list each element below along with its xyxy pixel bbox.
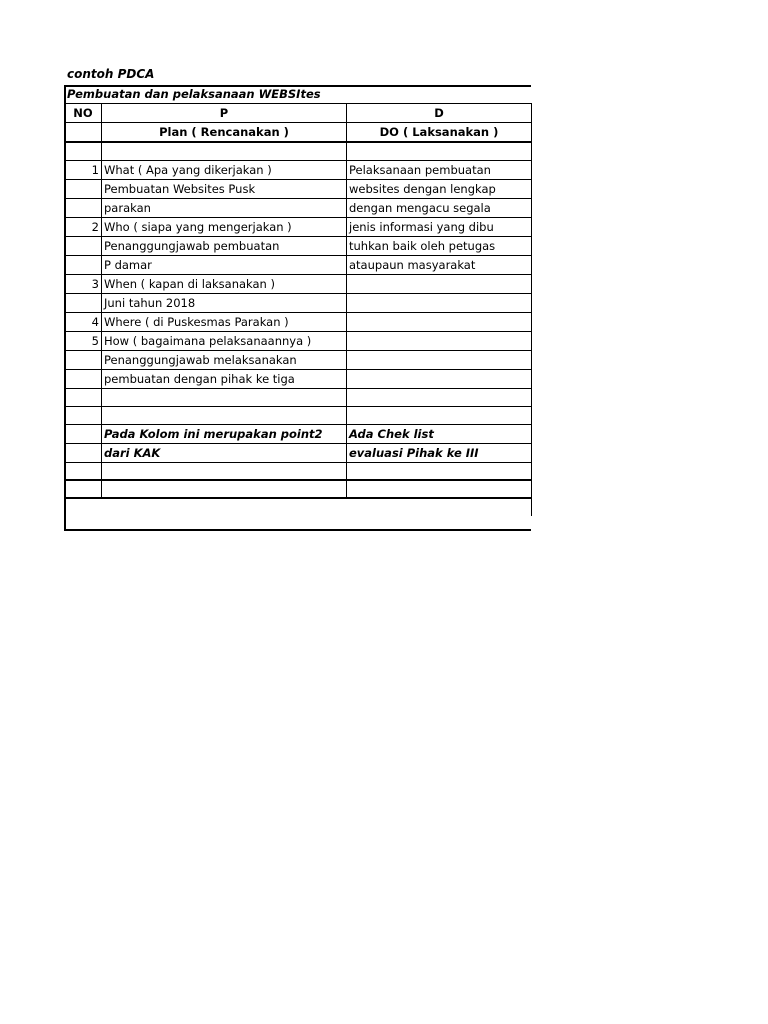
- row-do-cell[interactable]: [347, 142, 532, 160]
- row-plan-cell[interactable]: How ( bagaimana pelaksanaannya ): [102, 331, 347, 350]
- row-no-cell[interactable]: [65, 388, 102, 406]
- row-do-cell[interactable]: [347, 331, 532, 350]
- table-row: [65, 160, 532, 179]
- row-plan-cell[interactable]: [102, 462, 347, 480]
- row-do-cell[interactable]: [347, 369, 532, 388]
- row-no-cell[interactable]: [65, 406, 102, 424]
- row-no-cell[interactable]: [65, 424, 102, 443]
- row-footer-cell[interactable]: [65, 498, 532, 516]
- row-plan-cell[interactable]: pembuatan dengan pihak ke tiga: [102, 369, 347, 388]
- row-no-cell[interactable]: [65, 236, 102, 255]
- table-row: [65, 293, 532, 312]
- row-do-cell[interactable]: evaluasi Pihak ke III: [347, 443, 532, 462]
- header-plan-cell[interactable]: Plan ( Rencanakan ): [102, 123, 347, 143]
- table-row: [65, 312, 532, 331]
- row-do-cell[interactable]: [347, 312, 532, 331]
- header-row-pd: [65, 104, 532, 123]
- subtitle-row: [65, 85, 532, 104]
- row-plan-cell[interactable]: Who ( siapa yang mengerjakan ): [102, 217, 347, 236]
- table-row: [65, 424, 532, 443]
- table-row: [65, 255, 532, 274]
- header-row-plan-do: [65, 123, 532, 143]
- row-plan-cell[interactable]: [102, 388, 347, 406]
- header-d-cell[interactable]: D: [347, 104, 532, 123]
- table-row: [65, 350, 532, 369]
- row-do-cell[interactable]: dengan mengacu segala: [347, 198, 532, 217]
- row-plan-cell[interactable]: When ( kapan di laksanakan ): [102, 274, 347, 293]
- row-no-cell[interactable]: [65, 480, 102, 498]
- row-no-cell[interactable]: [65, 179, 102, 198]
- row-plan-cell[interactable]: What ( Apa yang dikerjakan ): [102, 160, 347, 179]
- table-row: [65, 369, 532, 388]
- row-plan-cell[interactable]: P damar: [102, 255, 347, 274]
- header-no-cell[interactable]: NO: [65, 104, 102, 123]
- document-title: contoh PDCA: [67, 67, 155, 81]
- row-no-cell[interactable]: 3: [65, 274, 102, 293]
- table-row: [65, 179, 532, 198]
- row-no-cell[interactable]: [65, 142, 102, 160]
- row-no-cell[interactable]: 2: [65, 217, 102, 236]
- table-row: [65, 331, 532, 350]
- row-do-cell[interactable]: ataupaun masyarakat: [347, 255, 532, 274]
- table-row: [65, 443, 532, 462]
- subtitle-cell[interactable]: Pembuatan dan pelaksanaan WEBSItes: [65, 85, 532, 104]
- table-row: [65, 142, 532, 160]
- row-do-cell[interactable]: websites dengan lengkap: [347, 179, 532, 198]
- table-row: [65, 498, 532, 516]
- pdca-table: [64, 85, 532, 516]
- row-plan-cell[interactable]: dari KAK: [102, 443, 347, 462]
- row-plan-cell[interactable]: Pada Kolom ini merupakan point2: [102, 424, 347, 443]
- table-row: [65, 406, 532, 424]
- row-do-cell[interactable]: [347, 480, 532, 498]
- table-row: [65, 480, 532, 498]
- row-plan-cell[interactable]: Penanggungjawab melaksanakan: [102, 350, 347, 369]
- row-no-cell[interactable]: 1: [65, 160, 102, 179]
- header-do-cell[interactable]: DO ( Laksanakan ): [347, 123, 532, 143]
- row-no-cell[interactable]: [65, 462, 102, 480]
- row-no-cell[interactable]: [65, 350, 102, 369]
- row-no-cell[interactable]: [65, 198, 102, 217]
- row-no-cell[interactable]: 4: [65, 312, 102, 331]
- row-plan-cell[interactable]: [102, 406, 347, 424]
- row-do-cell[interactable]: jenis informasi yang dibu: [347, 217, 532, 236]
- row-do-cell[interactable]: [347, 406, 532, 424]
- table-row: [65, 217, 532, 236]
- table-row: [65, 274, 532, 293]
- table-row: [65, 388, 532, 406]
- header-blank-cell[interactable]: [65, 123, 102, 143]
- header-p-cell[interactable]: P: [102, 104, 347, 123]
- row-do-cell[interactable]: [347, 462, 532, 480]
- row-no-cell[interactable]: [65, 255, 102, 274]
- row-plan-cell[interactable]: [102, 480, 347, 498]
- row-no-cell[interactable]: [65, 293, 102, 312]
- row-no-cell[interactable]: [65, 369, 102, 388]
- row-plan-cell[interactable]: parakan: [102, 198, 347, 217]
- row-do-cell[interactable]: [347, 388, 532, 406]
- row-plan-cell[interactable]: Penanggungjawab pembuatan: [102, 236, 347, 255]
- pdca-sheet: [64, 85, 531, 531]
- table-row: [65, 236, 532, 255]
- row-do-cell[interactable]: tuhkan baik oleh petugas: [347, 236, 532, 255]
- row-plan-cell[interactable]: Where ( di Puskesmas Parakan ): [102, 312, 347, 331]
- row-no-cell[interactable]: [65, 443, 102, 462]
- row-do-cell[interactable]: Pelaksanaan pembuatan: [347, 160, 532, 179]
- row-do-cell[interactable]: [347, 274, 532, 293]
- table-row: [65, 462, 532, 480]
- table-row: [65, 198, 532, 217]
- row-do-cell[interactable]: Ada Chek list: [347, 424, 532, 443]
- row-no-cell[interactable]: 5: [65, 331, 102, 350]
- row-do-cell[interactable]: [347, 350, 532, 369]
- row-plan-cell[interactable]: Juni tahun 2018: [102, 293, 347, 312]
- row-plan-cell[interactable]: Pembuatan Websites Pusk: [102, 179, 347, 198]
- row-do-cell[interactable]: [347, 293, 532, 312]
- row-plan-cell[interactable]: [102, 142, 347, 160]
